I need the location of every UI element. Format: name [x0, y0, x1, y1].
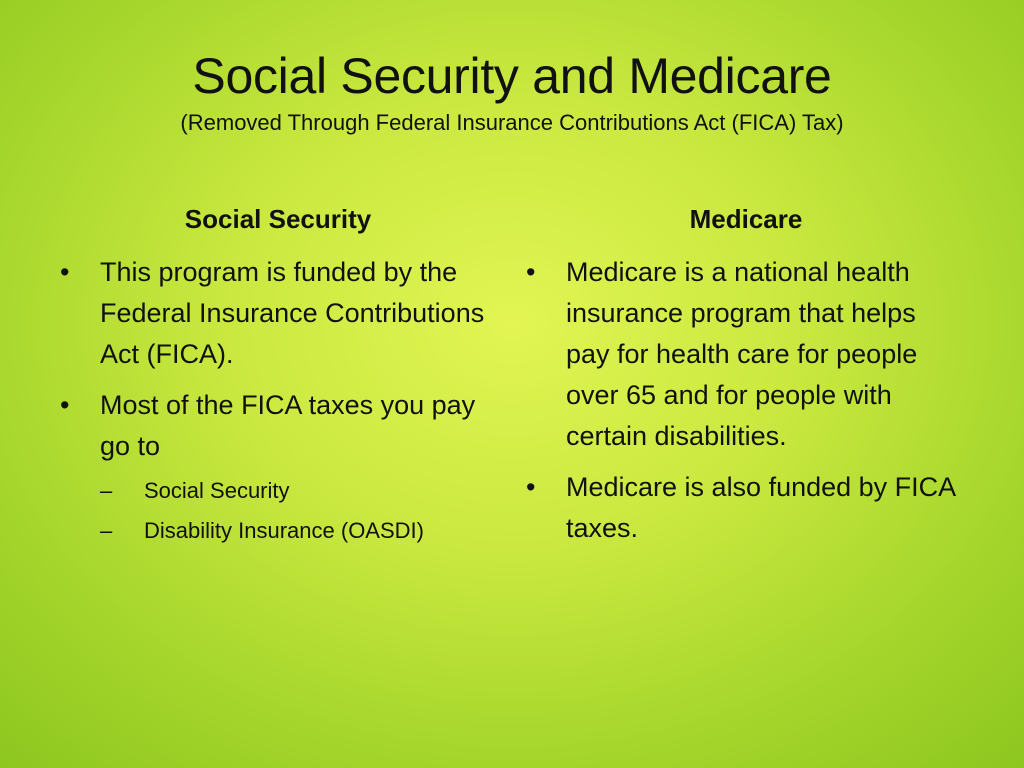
bullet-text: Most of the FICA taxes you pay go to: [100, 390, 476, 461]
bullet-text: Medicare is also funded by FICA taxes.: [566, 472, 955, 543]
bullet-icon: •: [60, 257, 70, 287]
sub-list: [100, 471, 500, 551]
bullet-icon: •: [60, 390, 70, 420]
bullet-item: [60, 385, 500, 551]
dash-icon: –: [100, 478, 113, 503]
bullet-item: [526, 252, 966, 457]
title-block: [40, 46, 984, 138]
dash-icon: –: [100, 518, 113, 543]
social-security-column: [60, 200, 500, 561]
slide-title: Social Security and Medicare: [192, 48, 832, 104]
social-security-heading: Social Security: [184, 204, 372, 234]
sub-item-text: Social Security: [144, 478, 290, 503]
bullet-text: This program is funded by the Federal Insurance Contributions Act (FICA).: [100, 257, 485, 369]
sub-item: [100, 471, 500, 511]
medicare-column: [526, 200, 966, 559]
medicare-heading: Medicare: [689, 204, 803, 234]
bullet-text: Medicare is a national health insurance program that helps pay for health care for people over 65 and for people with certain disabilities.: [566, 257, 918, 451]
sub-item-text: Disability Insurance (OASDI): [144, 518, 424, 543]
sub-item: [100, 511, 500, 551]
bullet-icon: •: [526, 472, 536, 502]
social-security-bullets: [60, 252, 500, 551]
bullet-icon: •: [526, 257, 536, 287]
bullet-item: [526, 467, 966, 549]
bullet-item: [60, 252, 500, 375]
medicare-bullets: [526, 252, 966, 549]
slide-subtitle: (Removed Through Federal Insurance Contributions Act (FICA) Tax): [180, 110, 844, 135]
